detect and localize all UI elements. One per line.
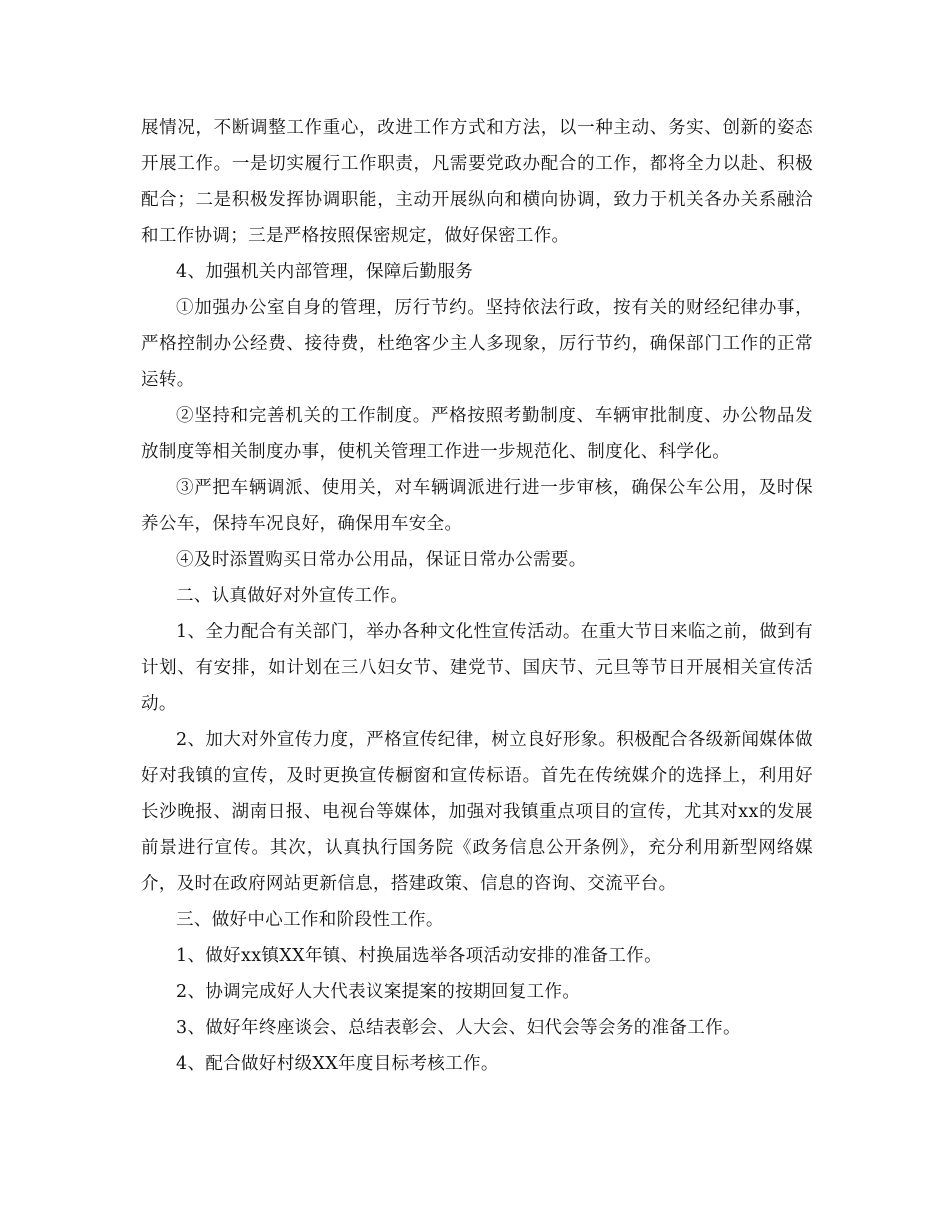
paragraph-publicity-efforts: 2、加大对外宣传力度，严格宣传纪律，树立良好形象。积极配合各级新闻媒体做好对我镇的宣传，及时更换宣传橱窗和宣传标语。首先在传统媒介的选择上，利用好长沙晚报、湖南日报、电视台等媒体，加强对我镇重点项目的宣传，尤其对xx的发展前景进行宣传。其次，认真执行国务院《政务信息公开条例》，充分利用新型网络媒介，及时在政府网站更新信息，搭建政策、信息的咨询、交流平台。 (141, 730, 813, 894)
list-item-election-prep: 1、做好xx镇XX年镇、村换届选举各项活动安排的准备工作。 (176, 946, 662, 966)
list-item-meeting-prep: 3、做好年终座谈会、总结表彰会、人大会、妇代会等会务的准备工作。 (176, 1018, 741, 1038)
heading-central-work: 三、做好中心工作和阶段性工作。 (176, 910, 444, 930)
paragraph-office-management: ①加强办公室自身的管理，厉行节约。坚持依法行政，按有关的财经纪律办事，严格控制办公经费、接待费，杜绝客少主人多现象，厉行节约，确保部门工作的正常运转。 (141, 298, 813, 390)
list-item-proposal-reply: 2、协调完成好人大代表议案提案的按期回复工作。 (176, 982, 581, 1002)
paragraph-cultural-activities: 1、全力配合有关部门，举办各种文化性宣传活动。在重大节日来临之前，做到有计划、有安排，如计划在三八妇女节、建党节、国庆节、元旦等节日开展相关宣传活动。 (141, 622, 813, 714)
list-item-target-assessment: 4、配合做好村级XX年度目标考核工作。 (176, 1054, 499, 1074)
heading-internal-management: 4、加强机关内部管理，保障后勤服务 (176, 262, 474, 282)
paragraph-vehicle-dispatch: ③严把车辆调派、使用关，对车辆调派进行进一步审核，确保公车公用，及时保养公车，保持车况良好，确保用车安全。 (141, 478, 813, 534)
paragraph-continuation: 展情况，不断调整工作重心，改进工作方式和方法，以一种主动、务实、创新的姿态开展工作。一是切实履行工作职责，凡需要党政办配合的工作，都将全力以赴、积极配合；二是积极发挥协调职能，主动开展纵向和横向协调，致力于机关各办关系融洽和工作协调；三是严格按照保密规定，做好保密工作。 (141, 118, 813, 246)
heading-external-publicity: 二、认真做好对外宣传工作。 (176, 586, 409, 606)
paragraph-work-system: ②坚持和完善机关的工作制度。严格按照考勤制度、车辆审批制度、办公物品发放制度等相关制度办事，使机关管理工作进一步规范化、制度化、科学化。 (141, 406, 813, 462)
document-page (141, 110, 813, 1082)
paragraph-office-supplies: ④及时添置购买日常办公用品，保证日常办公需要。 (176, 550, 587, 570)
